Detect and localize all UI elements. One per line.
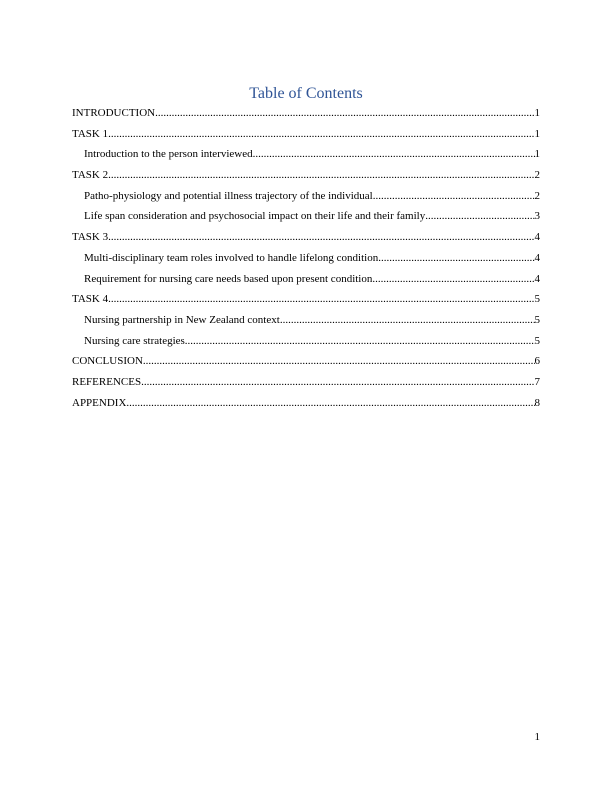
- toc-entry-page: 1: [534, 107, 540, 119]
- toc-entry[interactable]: [72, 103, 540, 124]
- toc-leader-dots: [185, 331, 535, 352]
- toc-title: Table of Contents: [249, 85, 363, 102]
- toc-entry[interactable]: [72, 351, 540, 372]
- toc-entry-label: Patho-physiology and potential illness trajectory of the individual: [84, 189, 373, 202]
- toc-entry-page: 6: [534, 355, 540, 368]
- toc-entry-page: 4: [534, 231, 540, 244]
- toc-entry[interactable]: [72, 393, 540, 414]
- toc-entry[interactable]: [72, 124, 540, 145]
- toc-entry-page: 1: [534, 148, 540, 161]
- toc-leader-dots: [372, 269, 534, 290]
- toc-entry-page: 1: [534, 127, 540, 140]
- toc-entry[interactable]: [72, 289, 540, 310]
- toc-entry-label: Requirement for nursing care needs based upon present condition: [84, 272, 373, 285]
- toc-leader-dots: [280, 310, 535, 331]
- toc-entry-page: 2: [534, 169, 540, 182]
- toc-entry[interactable]: [72, 227, 540, 248]
- toc-entry-page: 5: [534, 293, 540, 306]
- toc-entry-label: INTRODUCTION: [72, 107, 156, 119]
- toc-list: [72, 103, 540, 413]
- toc-leader-dots: [373, 186, 535, 207]
- toc-leader-dots: [378, 248, 534, 269]
- toc-entry-label: Nursing partnership in New Zealand context: [84, 313, 280, 326]
- toc-entry-page: 8: [534, 396, 540, 409]
- toc-leader-dots: [253, 144, 535, 165]
- toc-entry-label: Life span consideration and psychosocial impact on their life and their family: [84, 210, 426, 223]
- toc-entry-label: Nursing care strategies: [84, 334, 185, 347]
- toc-entry-label: TASK 3: [72, 231, 109, 244]
- toc-leader-dots: [108, 165, 534, 186]
- toc-entry-page: 4: [534, 251, 540, 264]
- toc-leader-dots: [425, 206, 534, 227]
- toc-entry-label: REFERENCES: [72, 375, 142, 388]
- toc-entry[interactable]: [72, 310, 540, 331]
- toc-entry-label: Introduction to the person interviewed: [84, 148, 253, 161]
- toc-leader-dots: [108, 227, 534, 248]
- toc-entry-page: 3: [534, 210, 540, 223]
- toc-entry[interactable]: [72, 269, 540, 290]
- toc-entry-page: 7: [534, 375, 540, 388]
- toc-entry[interactable]: [72, 248, 540, 269]
- toc-entry-label: APPENDIX: [72, 396, 127, 409]
- toc-entry[interactable]: [72, 372, 540, 393]
- toc-leader-dots: [108, 124, 534, 145]
- toc-entry-label: Multi-disciplinary team roles involved to handle lifelong condition: [84, 251, 379, 264]
- toc-entry-label: TASK 1: [72, 127, 109, 140]
- toc-entry[interactable]: [72, 144, 540, 165]
- toc-entry[interactable]: [72, 206, 540, 227]
- page-number: 1: [534, 731, 540, 743]
- toc-entry[interactable]: [72, 331, 540, 352]
- toc-entry-page: 5: [534, 334, 540, 347]
- toc-leader-dots: [143, 351, 535, 372]
- toc-leader-dots: [108, 289, 534, 310]
- toc-leader-dots: [126, 393, 534, 414]
- toc-entry[interactable]: [72, 165, 540, 186]
- toc-entry-page: 2: [534, 189, 540, 202]
- toc-entry[interactable]: [72, 186, 540, 207]
- toc-entry-label: TASK 4: [72, 293, 109, 306]
- toc-leader-dots: [141, 372, 534, 393]
- toc-entry-page: 4: [534, 272, 540, 285]
- toc-entry-page: 5: [534, 313, 540, 326]
- toc-entry-label: CONCLUSION: [72, 355, 143, 368]
- toc-entry-label: TASK 2: [72, 169, 109, 182]
- toc-leader-dots: [155, 103, 534, 124]
